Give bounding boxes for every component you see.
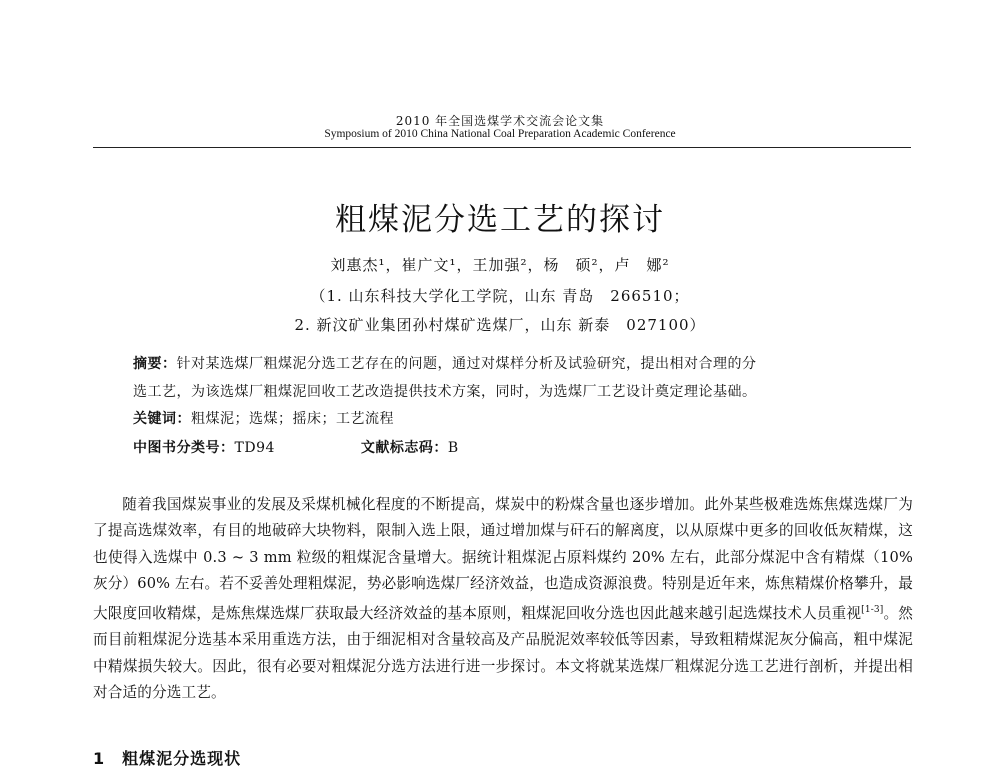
- paragraph-1-part-2: 。然而目前粗煤泥分选基本采用重选方法，由于细泥相对含量较高及产品脱泥效率较低等因素，导致粗精煤泥灰分偏高，粗中煤泥中精煤损失较大。因此，很有必要对粗煤泥分选方法进行进一步探讨。本文将就某选煤厂粗煤泥分选工艺进行剖析，并提出相对合适的分选工艺。: [93, 605, 913, 701]
- body-paragraph: [93, 492, 913, 706]
- keywords-value: 粗煤泥；选煤；摇床；工艺流程: [191, 411, 394, 427]
- keywords-label: 关键词：: [133, 411, 191, 427]
- doc-code-value: B: [447, 440, 459, 456]
- running-header-chinese: 2010 年全国选煤学术交流会论文集: [395, 114, 605, 128]
- paragraph-1: [93, 492, 913, 706]
- abstract-text-1: 针对某选煤厂粗煤泥分选工艺存在的问题，通过对煤样分析及试验研究，提出相对合理的分: [176, 356, 757, 372]
- doc-code-label: 文献标志码：: [360, 440, 448, 456]
- paragraph-1-part-1: 随着我国煤炭事业的发展及采煤机械化程度的不断提高，煤炭中的粉煤含量也逐步增加。此外某些极难选炼焦煤选煤厂为了提高选煤效率，有目的地破碎大块物料，限制入选上限，通过增加煤与矸石的解离度，以从原煤中更多的回收低灰精煤，这也使得入选煤中 0.3 ~ 3 mm 粒级的粗煤泥含量增大。据统计粗煤泥占原料煤约 20% 左右，此部分煤泥中含有精煤（10% 灰分）60% 左右。若不妥善处理粗煤泥，势必影响选煤厂经济效益，也造成资源浪费。特别是近年来，炼焦精煤价格攀升，最大限度回收精煤，是炼焦煤选煤厂获取最大经济效益的基本原则，粗煤泥回收分选也因此越来越引起选煤技术人员重视: [93, 496, 913, 623]
- header-rule: [93, 147, 911, 148]
- section-heading: 1 粗煤泥分选现状: [93, 749, 242, 768]
- classification-label: 中图书分类号：: [133, 440, 235, 456]
- affiliation-2: 2. 新汶矿业集团孙村煤矿选煤厂，山东 新泰 027100）: [294, 316, 706, 334]
- classification: [133, 437, 913, 457]
- authors: 刘惠杰¹，崔广文¹，王加强²，杨 硕²，卢 娜²: [330, 256, 670, 274]
- classification-value: TD94: [234, 440, 275, 456]
- abstract-line-1: [133, 353, 893, 373]
- paper-title: 粗煤泥分选工艺的探讨: [335, 202, 665, 238]
- running-header-english: Symposium of 2010 China National Coal Preparation Academic Conference: [324, 128, 676, 140]
- keywords: [133, 408, 893, 428]
- citation: [1-3]: [861, 605, 884, 616]
- affiliation-1: （1. 山东科技大学化工学院，山东 青岛 266510；: [310, 287, 690, 305]
- abstract-line-2: 选工艺，为该选煤厂粗煤泥回收工艺改造提供技术方案，同时，为选煤厂工艺设计奠定理论基础。: [133, 384, 757, 400]
- abstract-label: 摘要：: [133, 356, 177, 372]
